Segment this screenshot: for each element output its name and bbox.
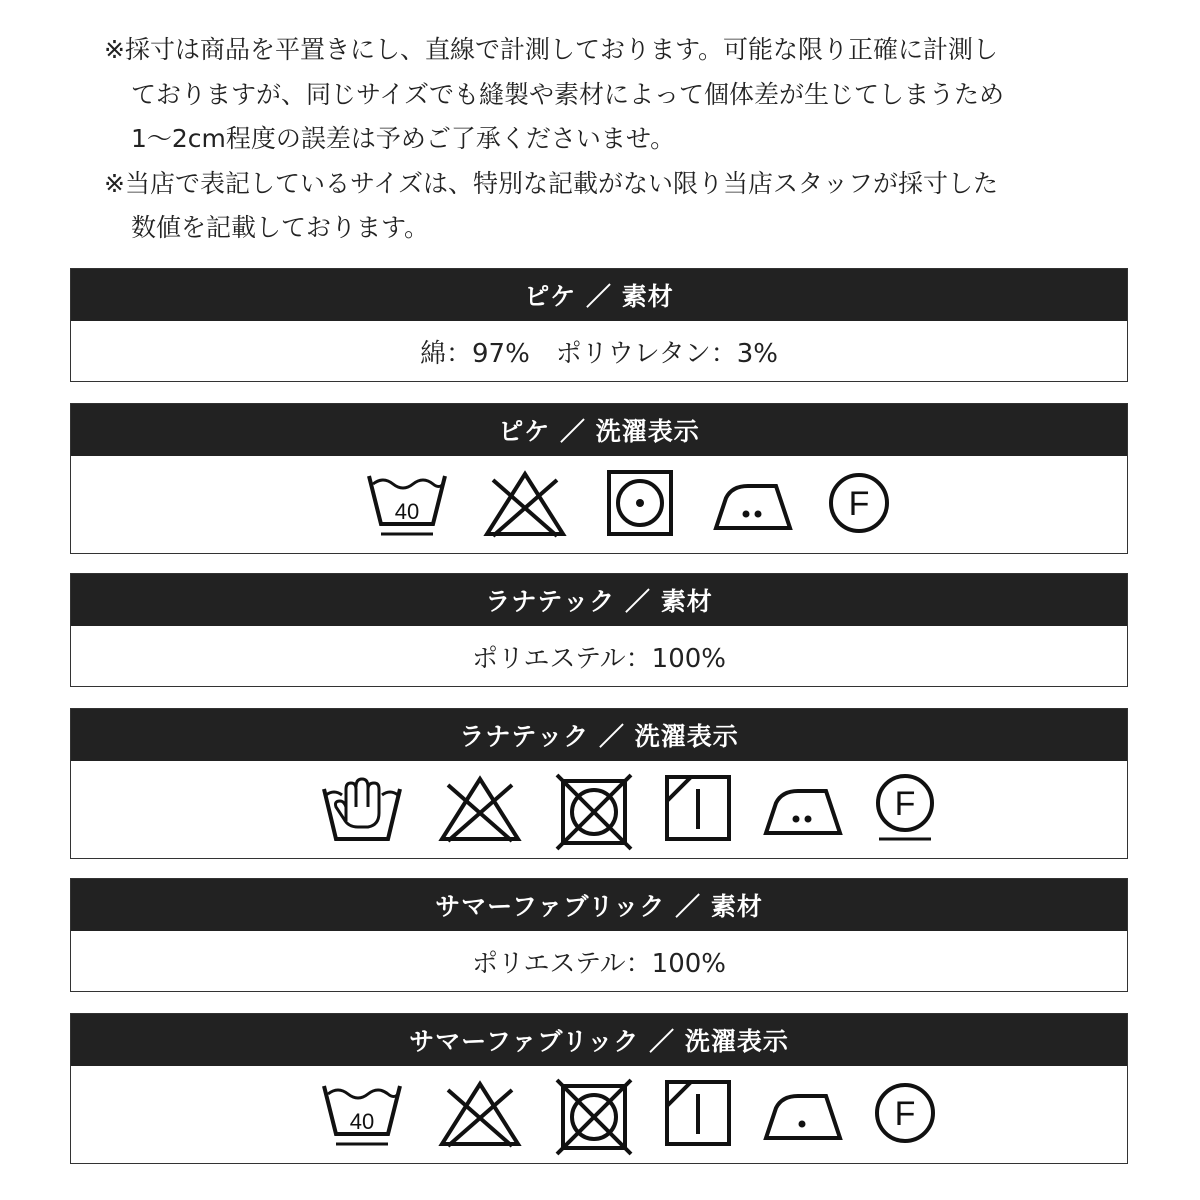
- care-icons: [99, 761, 1099, 858]
- wash-temp-label: 40: [394, 499, 420, 524]
- panel-title: ピケ ／ 素材: [71, 269, 1127, 321]
- wash-40-icon: [369, 476, 445, 534]
- panel-title: サマーファブリック ／ 素材: [71, 879, 1127, 931]
- dryclean-letter: F: [894, 785, 916, 823]
- summer-fabric-care-panel: [70, 1013, 1128, 1164]
- panel-title: サマーファブリック ／ 洗濯表示: [71, 1014, 1127, 1066]
- care-icons: [99, 1066, 1099, 1163]
- lanatec-care-panel: [70, 708, 1128, 859]
- hand-wash-icon: [324, 779, 400, 839]
- note-line: ておりますが、同じサイズでも縫製や素材によって個体差が生じてしまうため: [131, 79, 1005, 109]
- no-bleach-icon: [442, 779, 518, 841]
- care-icons: [99, 456, 1099, 553]
- dryclean-letter: F: [848, 485, 870, 523]
- panel-title: ピケ ／ 洗濯表示: [71, 404, 1127, 456]
- line-dry-shade-icon: [667, 777, 729, 839]
- summer-fabric-material-panel: [70, 878, 1128, 992]
- dryclean-f-icon: [877, 1085, 933, 1141]
- note-line: 1～2cm程度の誤差は予めご了承くださいませ。: [131, 124, 676, 153]
- note-line: ※採寸は商品を平置きにし、直線で計測しております。可能な限り正確に計測し: [104, 35, 998, 64]
- wash-temp-label: 40: [349, 1109, 375, 1134]
- pique-material-panel: [70, 268, 1128, 382]
- pique-care-panel: [70, 403, 1128, 554]
- panel-content: ポリエステル：100%: [472, 948, 726, 979]
- dryclean-f-icon: [831, 475, 887, 531]
- iron-medium-icon: [716, 486, 790, 528]
- measurement-notes: [104, 28, 1104, 251]
- iron-medium-icon: [766, 791, 840, 833]
- care-icon-row: [71, 456, 1127, 553]
- dryclean-f-mild-icon: [878, 776, 932, 839]
- panel-content: ポリエステル：100%: [472, 643, 726, 674]
- note-size-source: [104, 162, 1104, 251]
- dryclean-letter: F: [894, 1095, 916, 1133]
- wash-40-icon: [324, 1086, 400, 1144]
- no-bleach-icon: [442, 1084, 518, 1146]
- no-tumble-dry-icon: [557, 1080, 631, 1154]
- no-tumble-dry-icon: [557, 775, 631, 849]
- tumble-dry-icon: [609, 472, 671, 534]
- note-measurement: [104, 28, 1104, 162]
- care-icon-row: [71, 1066, 1127, 1163]
- no-bleach-icon: [487, 474, 563, 536]
- note-line: ※当店で表記しているサイズは、特別な記載がない限り当店スタッフが採寸した: [104, 168, 998, 198]
- panel-title: ラナテック ／ 素材: [71, 574, 1127, 626]
- panel-content: 綿：97% ポリウレタン：3%: [420, 338, 778, 369]
- care-icon-row: [71, 761, 1127, 858]
- iron-low-icon: [766, 1096, 840, 1138]
- note-line: 数値を記載しております。: [131, 213, 430, 242]
- line-dry-shade-icon: [667, 1082, 729, 1144]
- lanatec-material-panel: [70, 573, 1128, 687]
- panel-title: ラナテック ／ 洗濯表示: [71, 709, 1127, 761]
